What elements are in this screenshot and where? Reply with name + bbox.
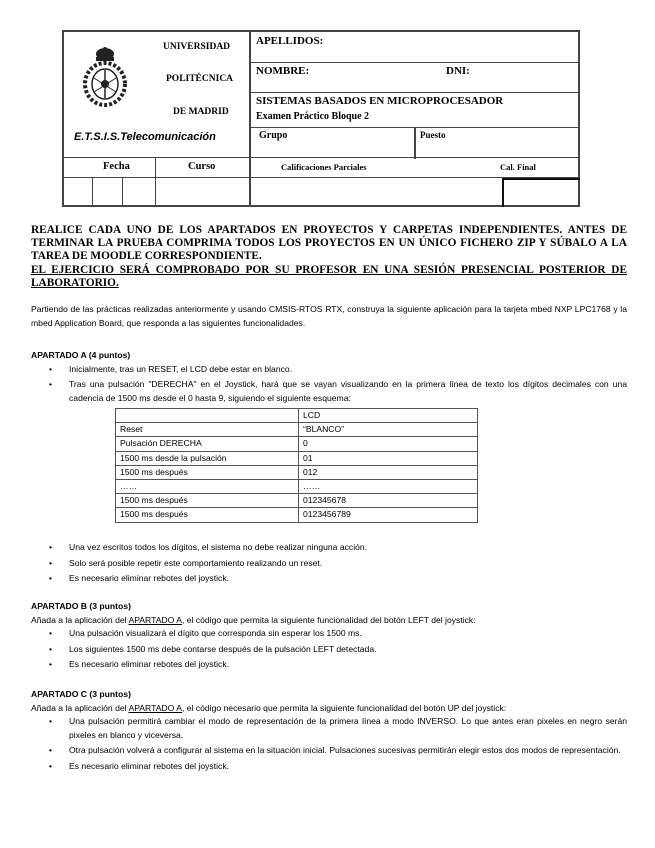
dni-label: DNI: xyxy=(446,65,470,77)
table-row xyxy=(116,465,478,479)
exam-header-table xyxy=(62,30,580,207)
list-item: • Otra pulsación volverá a configurar al sistema en la situación inicial. Pulsaciones sucesivas permitirán elegir estos dos modos de representación. xyxy=(69,744,627,758)
table-cell: 1500 ms después xyxy=(116,494,299,508)
instructions-text: REALICE CADA UNO DE LOS APARTADOS EN PROYECTOS Y CARPETAS INDEPENDIENTES. ANTES DE TERMINAR LA PRUEBA COMPRIMA TODOS LOS PROYECTOS EN UN ÚNICO FICHERO ZIP Y SÚBALO A LA TAREA DE MOODLE CORRESPONDIENTE. xyxy=(31,224,627,263)
divider xyxy=(251,62,580,63)
table-cell: 012345678 xyxy=(299,494,478,508)
university-crest-icon xyxy=(82,46,128,108)
divider xyxy=(249,157,251,207)
university-name-line2: POLITÉCNICA xyxy=(166,74,234,84)
table-cell: 1500 ms después xyxy=(116,465,299,479)
apellidos-label: APELLIDOS: xyxy=(256,35,324,47)
table-cell: Reset xyxy=(116,423,299,437)
fecha-label: Fecha xyxy=(103,161,130,172)
apartado-c-intro xyxy=(31,702,627,716)
divider xyxy=(502,178,580,180)
list-item: • Es necesario eliminar rebotes del joystick. xyxy=(69,760,627,774)
intro-text: , el código que permita la siguiente funcionalidad del botón LEFT del joystick: xyxy=(181,614,476,625)
table-cell: …… xyxy=(299,479,478,493)
intro-text: Añada a la aplicación del xyxy=(31,614,129,625)
apartado-a xyxy=(31,349,627,407)
list-item: • Una vez escritos todos los dígitos, el sistema no debe realizar ninguna acción. xyxy=(69,541,627,555)
university-name-line1: UNIVERSIDAD xyxy=(163,42,231,52)
apartado-c xyxy=(31,688,627,775)
table-cell: 01 xyxy=(299,451,478,465)
instructions-block xyxy=(31,224,627,290)
puesto-label: Puesto xyxy=(420,130,446,140)
table-row xyxy=(116,451,478,465)
apartado-a-link[interactable]: APARTADO A xyxy=(128,614,182,625)
apartado-a-rules xyxy=(31,541,627,588)
intro-text: , el código necesario que permita la siguiente funcionalidad del botón UP del joystick: xyxy=(181,702,507,713)
divider xyxy=(249,32,251,159)
table-header-row xyxy=(116,409,478,423)
table-row xyxy=(116,479,478,493)
apartado-a-link[interactable]: APARTADO A xyxy=(128,702,182,713)
list-item: • Tras una pulsación "DERECHA" en el Joystick, hará que se vayan visualizando en la primera línea de texto los dígitos decimales con una cadencia de 1500 ms desde el 0 hasta 9, siguiendo el siguiente esquema: xyxy=(69,378,627,405)
curso-label: Curso xyxy=(188,161,216,172)
calificaciones-label: Calificaciones Parciales xyxy=(281,162,367,172)
list-item: • Una pulsación visualizará el dígito que corresponda sin esperar los 1500 ms. xyxy=(69,627,627,641)
table-cell: …… xyxy=(116,479,299,493)
list-item: • Inicialmente, tras un RESET, el LCD debe estar en blanco. xyxy=(69,363,627,377)
apartado-b xyxy=(31,600,627,674)
cal-final-label: Cal. Final xyxy=(500,162,536,172)
table-row xyxy=(116,423,478,437)
apartado-a-title: APARTADO A (4 puntos) xyxy=(31,350,131,360)
table-cell xyxy=(116,409,299,423)
table-cell: “BLANCO” xyxy=(299,423,478,437)
apartado-b-intro xyxy=(31,614,627,628)
grupo-label: Grupo xyxy=(259,130,288,141)
table-cell: 1500 ms desde la pulsación xyxy=(116,451,299,465)
table-row xyxy=(116,494,478,508)
divider xyxy=(502,178,504,207)
divider xyxy=(155,157,156,207)
table-cell: Pulsación DERECHA xyxy=(116,437,299,451)
lcd-sequence-table xyxy=(115,408,478,523)
table-cell: LCD xyxy=(299,409,478,423)
apartado-c-title: APARTADO C (3 puntos) xyxy=(31,689,131,699)
list-item: • Solo será posible repetir este comportamiento realizando un reset. xyxy=(69,557,627,571)
list-item: • Una pulsación permitirá cambiar el modo de representación de la primera línea a modo INVERSO. Lo que antes eran pixeles en negro serán pixeles en blanco y viceversa. xyxy=(69,715,627,742)
divider xyxy=(251,92,580,93)
school-name: E.T.S.I.S.Telecomunicación xyxy=(74,131,216,143)
table-cell: 0123456789 xyxy=(299,508,478,522)
list-item: • Es necesario eliminar rebotes del joystick. xyxy=(69,658,627,672)
description: Partiendo de las prácticas realizadas anteriormente y usando CMSIS-RTOS RTX, construya la siguiente aplicación para la tarjeta mbed NXP LPC1768 y la mbed Application Board, que responda a las siguientes funcionalidades. xyxy=(31,304,627,328)
table-row xyxy=(116,437,478,451)
table-cell: 1500 ms después xyxy=(116,508,299,522)
instructions-warning: EL EJERCICIO SERÁ COMPROBADO POR SU PROFESOR EN UNA SESIÓN PRESENCIAL POSTERIOR DE LABORATORIO. xyxy=(31,263,627,289)
list-item: • Los siguientes 1500 ms debe contarse después de la pulsación LEFT detectada. xyxy=(69,643,627,657)
table-row xyxy=(116,508,478,522)
exam-title: Examen Práctico Bloque 2 xyxy=(256,111,370,122)
table-cell: 012 xyxy=(299,465,478,479)
divider xyxy=(92,177,93,207)
university-name-line3: DE MADRID xyxy=(173,107,229,117)
table-cell: 0 xyxy=(299,437,478,451)
nombre-label: NOMBRE: xyxy=(256,65,310,77)
subject-title: SISTEMAS BASADOS EN MICROPROCESADOR xyxy=(256,95,504,107)
divider xyxy=(122,177,123,207)
divider xyxy=(414,127,416,159)
apartado-b-title: APARTADO B (3 puntos) xyxy=(31,601,131,611)
list-item: • Es necesario eliminar rebotes del joystick. xyxy=(69,572,627,586)
divider xyxy=(64,157,580,158)
intro-text: Añada a la aplicación del xyxy=(31,702,129,713)
